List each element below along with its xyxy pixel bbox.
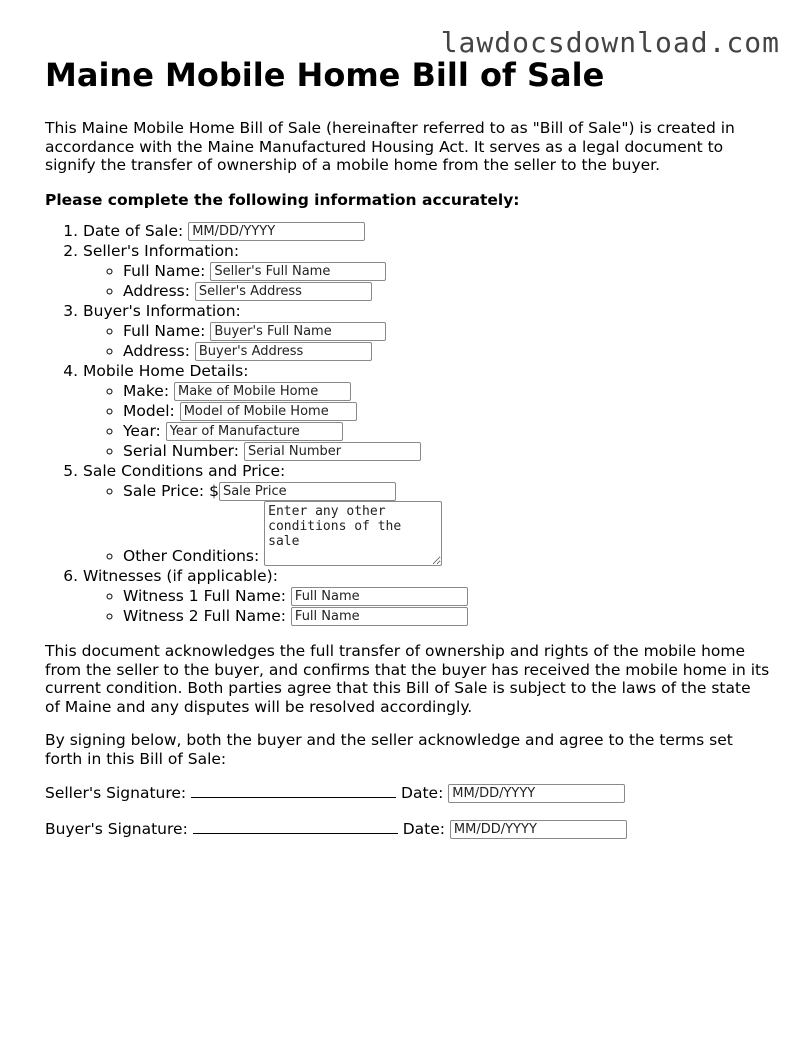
sale-price-label: Sale Price: $ (123, 482, 219, 500)
buyer-name-row (123, 321, 770, 341)
closing-section (45, 642, 770, 839)
witnesses-heading: Witnesses (if applicable): (83, 567, 278, 585)
model-row (123, 401, 770, 421)
make-input[interactable] (174, 382, 351, 401)
seller-address-input[interactable] (195, 282, 372, 301)
buyer-signature-label: Buyer's Signature: (45, 820, 188, 838)
buyer-address-input[interactable] (195, 342, 372, 361)
seller-date-label: Date: (401, 784, 444, 802)
buyer-name-input[interactable] (210, 322, 386, 341)
sale-price-input[interactable] (219, 482, 396, 501)
seller-signature-row (45, 783, 770, 803)
serial-label: Serial Number: (123, 442, 240, 460)
buyer-date-label: Date: (402, 820, 445, 838)
instruction-heading: Please complete the following information accurately: (45, 190, 520, 209)
make-label: Make: (123, 382, 170, 400)
seller-name-row (123, 261, 770, 281)
seller-address-row (123, 281, 770, 301)
buyer-info-heading: Buyer's Information: (83, 302, 241, 320)
serial-row (123, 441, 770, 461)
make-row (123, 381, 770, 401)
document-body (45, 55, 770, 839)
witness2-input[interactable] (291, 607, 468, 626)
seller-date-input[interactable] (448, 784, 625, 803)
model-label: Model: (123, 402, 175, 420)
year-row (123, 421, 770, 441)
watermark: lawdocsdownload.com (440, 26, 780, 59)
buyer-address-label: Address: (123, 342, 190, 360)
sale-conditions-heading: Sale Conditions and Price: (83, 462, 286, 480)
seller-name-input[interactable] (210, 262, 386, 281)
buyer-signature-row (45, 819, 770, 839)
witness1-label: Witness 1 Full Name: (123, 587, 286, 605)
intro-paragraph: This Maine Mobile Home Bill of Sale (hereinafter referred to as "Bill of Sale") is created in accordance with the Maine Manufactured Housing Act. It serves as a legal document to signify the transfer of ownership of a mobile home from the seller to the buyer. (45, 119, 735, 174)
seller-address-label: Address: (123, 282, 190, 300)
list-item-home (83, 361, 770, 461)
serial-input[interactable] (244, 442, 421, 461)
buyer-name-label: Full Name: (123, 322, 206, 340)
buyer-date-input[interactable] (450, 820, 627, 839)
date-of-sale-input[interactable] (188, 222, 365, 241)
year-input[interactable] (166, 422, 343, 441)
form-list (45, 221, 770, 626)
buyer-signature-line[interactable] (193, 819, 398, 834)
seller-name-label: Full Name: (123, 262, 206, 280)
witness1-row (123, 586, 770, 606)
list-item-sale (83, 461, 770, 566)
list-item-buyer (83, 301, 770, 361)
witness1-input[interactable] (291, 587, 468, 606)
list-item-witnesses (83, 566, 770, 626)
buyer-address-row (123, 341, 770, 361)
list-item-date (83, 221, 770, 241)
signing-intro-paragraph: By signing below, both the buyer and the seller acknowledge and agree to the terms set forth in this Bill of Sale: (45, 731, 733, 768)
witness2-row (123, 606, 770, 626)
date-of-sale-label: Date of Sale: (83, 222, 184, 240)
other-conditions-label: Other Conditions: (123, 547, 260, 565)
other-conditions-row (123, 501, 770, 566)
model-input[interactable] (180, 402, 357, 421)
seller-signature-label: Seller's Signature: (45, 784, 187, 802)
witness2-label: Witness 2 Full Name: (123, 607, 286, 625)
price-row (123, 481, 770, 501)
home-details-heading: Mobile Home Details: (83, 362, 249, 380)
page-title: Maine Mobile Home Bill of Sale (45, 56, 605, 94)
list-item-seller (83, 241, 770, 301)
seller-info-heading: Seller's Information: (83, 242, 240, 260)
acknowledgement-paragraph: This document acknowledges the full transfer of ownership and rights of the mobile home from the seller to the buyer, and confirms that the buyer has received the mobile home in its current condition. Both parties agree that this Bill of Sale is subject to the laws of the state of Maine and any disputes will be resolved accordingly. (45, 642, 770, 716)
seller-signature-line[interactable] (191, 783, 396, 798)
other-conditions-textarea[interactable] (264, 501, 442, 566)
year-label: Year: (123, 422, 161, 440)
